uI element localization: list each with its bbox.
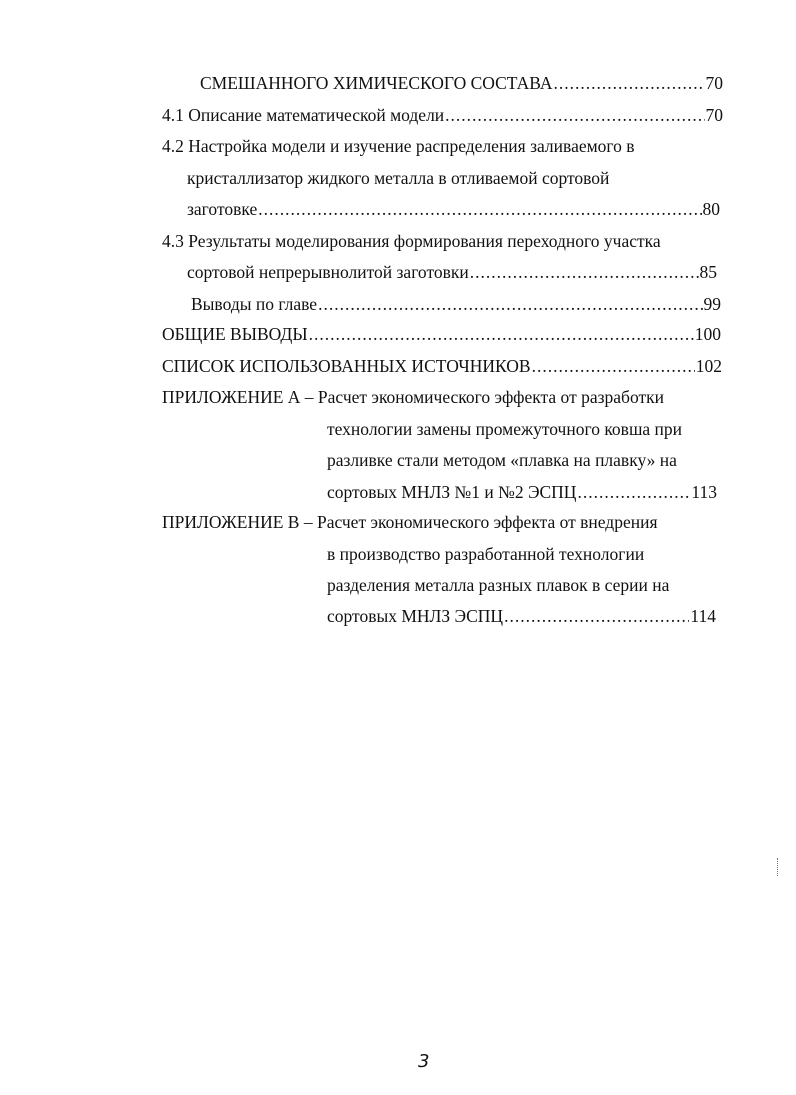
toc-entry-text: заготовке [187,199,258,219]
toc-entry-appendix-a-line1 [162,386,664,408]
footer-page-number: 3 [418,1051,430,1072]
toc-entry-references [162,355,722,377]
toc-entry-general-conclusions [162,323,721,345]
toc-leader-dots [577,481,690,503]
toc-leader-dots [258,198,701,220]
toc-leader-dots [445,104,704,126]
toc-page-number: 85 [699,262,717,282]
toc-entry-4-2-line1 [162,135,635,157]
toc-page-number: 70 [705,73,723,93]
toc-leader-dots [504,605,689,627]
toc-entry-4-3-line2 [187,261,717,283]
toc-entry-appendix-b-line4 [327,605,716,627]
toc-page-number: 80 [702,199,720,219]
toc-leader-dots [309,323,694,345]
toc-entry-4-2-line3 [187,198,720,220]
toc-page-number: 70 [705,105,723,125]
toc-entry-text: сортовых МНЛЗ №1 и №2 ЭСПЦ [327,482,577,502]
toc-entry-text: 4.3 Результаты моделирования формирования переходного участка [162,231,661,251]
toc-entry-text: СПИСОК ИСПОЛЬЗОВАННЫХ ИСТОЧНИКОВ [162,356,531,376]
toc-entry-appendix-b-line3 [327,574,669,596]
toc-entry-text: разливке стали методом «плавка на плавку» на [327,450,677,470]
toc-page-number: 114 [690,606,716,626]
toc-entry-appendix-a-line4 [327,481,717,503]
toc-leader-dots [470,261,699,283]
toc-entry-appendix-b-line2 [327,543,644,565]
toc-page-number: 102 [695,356,722,376]
toc-entry-text: ОБЩИЕ ВЫВОДЫ [162,324,308,344]
toc-entry-text: в производство разработанной технологии [327,544,645,564]
toc-entry-section-end [200,72,723,94]
scan-edge-mark [777,858,779,876]
toc-entry-4-2-line2 [187,167,609,189]
toc-entry-4-1 [162,104,723,126]
toc-entry-text: сортовых МНЛЗ ЭСПЦ [327,606,504,626]
toc-entry-text: сортовой непрерывнолитой заготовки [187,262,469,282]
toc-entry-text: 4.1 Описание математической модели [162,105,445,125]
toc-leader-dots [318,293,702,315]
toc-leader-dots [532,355,695,377]
toc-entry-text: ПРИЛОЖЕНИЕ В – Расчет экономического эффекта от внедрения [162,512,658,532]
toc-entry-text: 4.2 Настройка модели и изучение распределения заливаемого в [162,136,635,156]
toc-page-number: 99 [703,294,721,314]
toc-page-number: 113 [691,482,717,502]
toc-entry-text: Выводы по главе [191,294,318,314]
toc-entry-text: разделения металла разных плавок в серии на [327,575,670,595]
toc-entry-text: технологии замены промежуточного ковша при [327,419,683,439]
toc-entry-4-3-line1 [162,230,661,252]
toc-entry-appendix-b-line1 [162,511,658,533]
toc-entry-text: ПРИЛОЖЕНИЕ А – Расчет экономического эффекта от разработки [162,387,664,407]
toc-entry-text: СМЕШАННОГО ХИМИЧЕСКОГО СОСТАВА [200,73,553,93]
toc-entry-text: кристаллизатор жидкого металла в отливаемой сортовой [187,168,610,188]
toc-entry-appendix-a-line3 [327,449,677,471]
toc-page-number: 100 [694,324,721,344]
toc-entry-appendix-a-line2 [327,418,682,440]
toc-leader-dots [553,72,704,94]
toc-entry-chapter-conclusions [191,293,721,315]
